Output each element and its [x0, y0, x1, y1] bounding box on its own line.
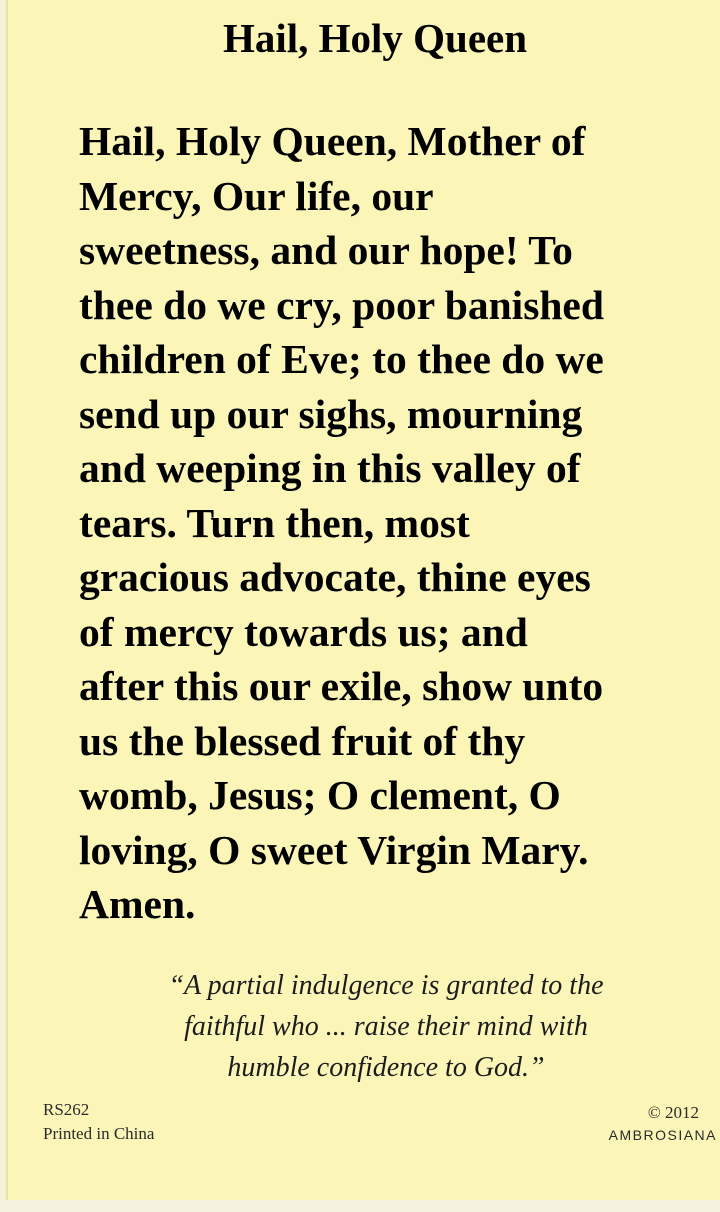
prayer-text [79, 114, 679, 932]
prayer-title: Hail, Holy Queen [222, 15, 528, 61]
printed-in-label: Printed in China [43, 1124, 155, 1143]
indulgence-line: humble confidence to God.” [227, 1052, 545, 1083]
prayer-line: send up our sighs, mourning [79, 390, 583, 437]
indulgence-line: “A partial indulgence is granted to the [168, 970, 604, 1001]
prayer-line: children of Eve; to thee do we [79, 336, 604, 382]
prayer-line: after this our exile, show unto [79, 663, 604, 709]
prayer-line: gracious advocate, thine eyes [79, 554, 591, 600]
prayer-line: us the blessed fruit of thy [79, 717, 526, 764]
indulgence-line: faithful who ... raise their mind with [184, 1011, 588, 1042]
prayer-line: of mercy towards us; and [79, 608, 528, 655]
scan-border [0, 1200, 720, 1212]
copyright-notice: © 2012 [647, 1103, 699, 1122]
print-info [43, 1098, 154, 1146]
prayer-line: womb, Jesus; O clement, O [79, 772, 561, 818]
publisher-info [609, 1102, 717, 1146]
prayer-line: thee do we cry, poor banished [79, 281, 604, 328]
prayer-line: and weeping in this valley of [79, 445, 581, 491]
prayer-line: Amen. [79, 881, 196, 927]
prayer-line: loving, O sweet Virgin Mary. [79, 826, 589, 873]
prayer-line: Hail, Holy Queen, Mother of [79, 118, 586, 164]
prayer-card [6, 0, 720, 1200]
prayer-line: Mercy, Our life, our [79, 172, 434, 219]
indulgence-quote [86, 965, 686, 1088]
prayer-line: tears. Turn then, most [79, 499, 470, 546]
product-code: RS262 [43, 1100, 90, 1119]
prayer-line: sweetness, and our hope! To [79, 227, 573, 273]
publisher-name: AMBROSIANA [608, 1127, 717, 1143]
